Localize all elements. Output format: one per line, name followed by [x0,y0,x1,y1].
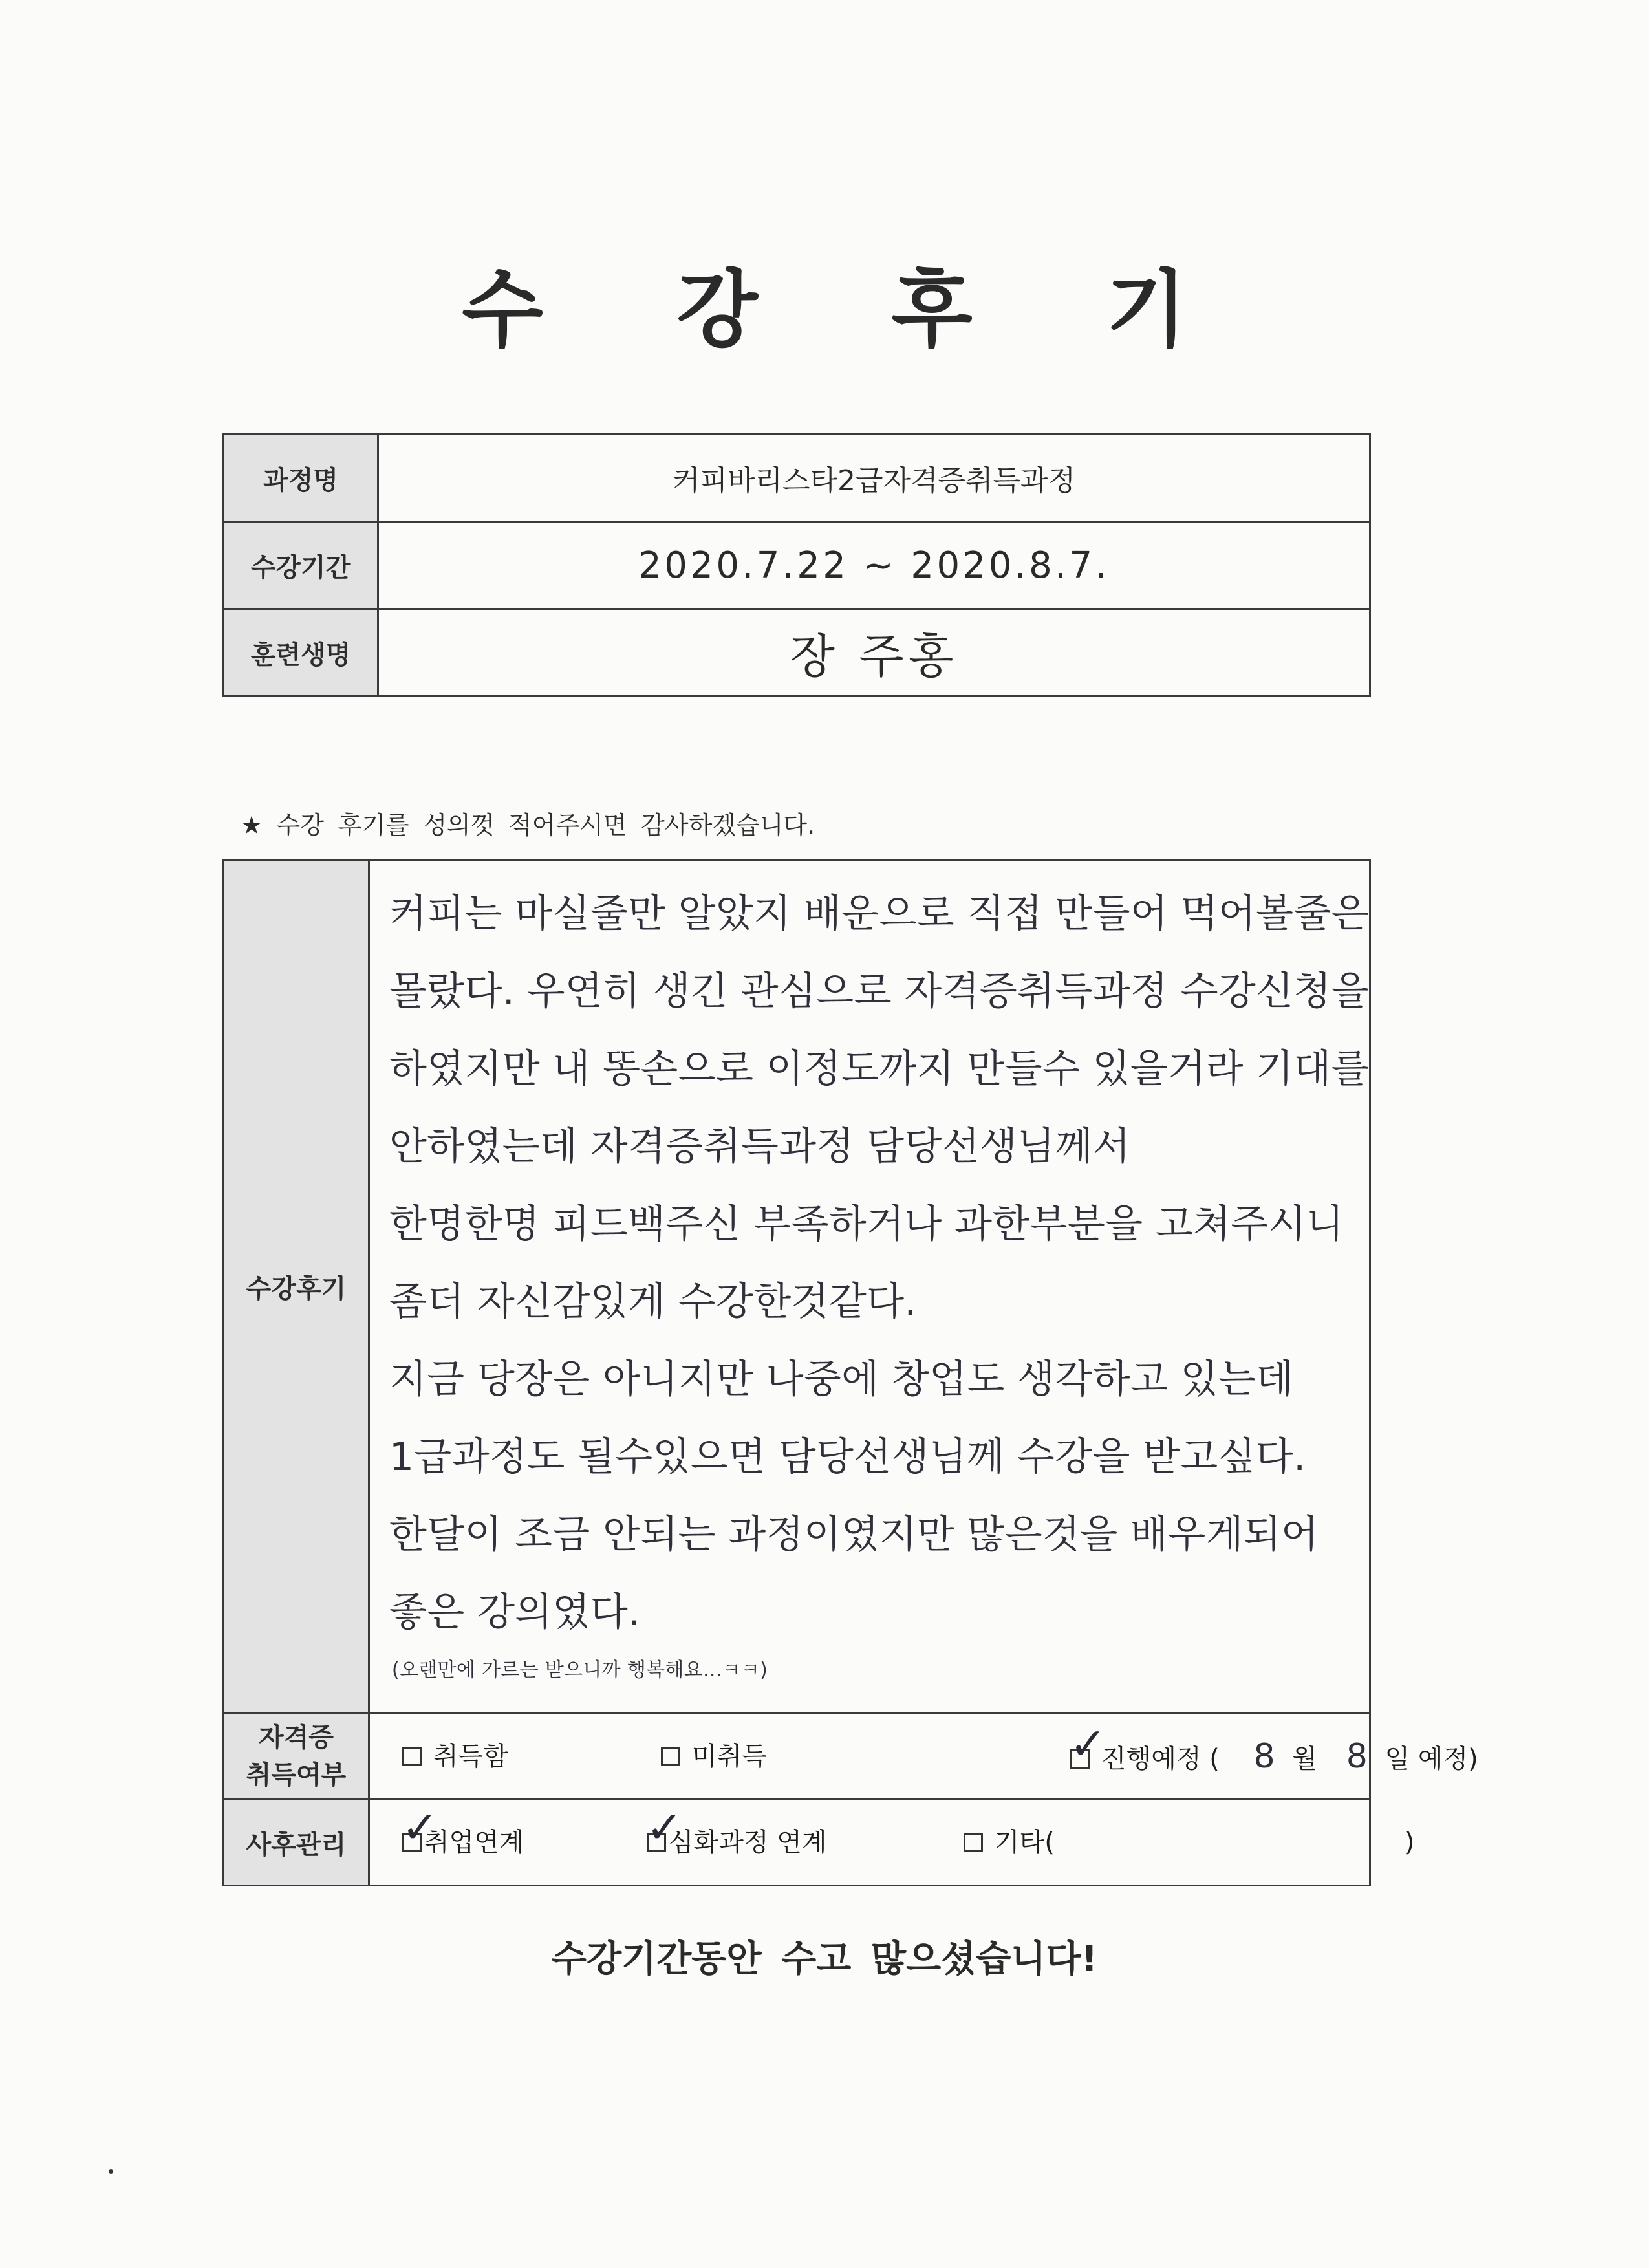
course-name-value: 커피바리스타2급자격증취득과정 [378,435,1370,522]
page-title: 수 강 후 기 [462,261,1240,359]
period-value: 2020.7.22 ~ 2020.8.7. [378,522,1370,609]
review-line: 몰랐다. 우연히 생긴 관심으로 자격증취득과정 수강신청을 [389,969,1369,1014]
review-line: 한명한명 피드백주신 부족하거나 과한부분을 고쳐주시니 [389,1202,1344,1247]
follow-up-options [369,1800,1415,1886]
follow-up-option-employment-label: 취업연계 [424,1828,524,1857]
cert-status-label-line2: 취득여부 [246,1760,347,1790]
cert-option-acquired-label: 취득함 [433,1742,508,1771]
cert-option-planned[interactable] [1070,1714,1478,1801]
review-label: 수강후기 [224,860,369,1714]
follow-up-option-other[interactable] [964,1800,1055,1885]
check-mark-icon: ✓ [1069,1719,1106,1770]
scan-speck [109,2169,113,2174]
check-mark-icon: ✓ [401,1802,438,1853]
follow-up-option-other-label: 기타( [994,1828,1055,1857]
cert-status-label-line1: 자격증 [259,1723,334,1753]
review-line: 안하였는데 자격증취득과정 담당선생님께서 [389,1124,1131,1169]
month-unit: 월 [1292,1744,1317,1774]
follow-up-option-advanced-label: 심화과정 연계 [668,1828,827,1857]
cert-option-acquired[interactable] [402,1714,508,1798]
follow-up-option-employment[interactable] [402,1800,524,1885]
check-mark-icon: ✓ [645,1802,683,1853]
review-line: 지금 당장은 아니지만 나중에 창업도 생각하고 있는데 [389,1357,1294,1402]
follow-up-other-close: ) [1404,1828,1415,1857]
review-table [222,859,1478,1886]
cert-option-not-acquired[interactable] [661,1714,767,1798]
closing-message: 수강기간동안 수고 많으셨습니다! [551,1938,1098,1980]
review-line: 커피는 마실줄만 알았지 배운으로 직접 만들어 먹어볼줄은 [389,891,1369,936]
review-line: 1급과정도 될수있으면 담당선생님께 수강을 받고싶다. [389,1434,1306,1480]
checkbox-other[interactable] [964,1833,983,1852]
cert-status-options [369,1714,1478,1800]
planned-day-value: 8 [1346,1737,1368,1776]
checkbox-planned[interactable] [1069,1719,1106,1770]
trainee-name-label: 훈련생명 [224,609,378,697]
planned-month-value: 8 [1253,1737,1275,1776]
notice-text: ★ 수강 후기를 성의껏 적어주시면 감사하겠습니다. [241,811,815,839]
checkbox-advanced[interactable] [645,1802,683,1853]
review-line: 좀더 자신감있게 수강한것같다. [389,1279,917,1324]
review-note: (오랜만에 가르는 받으니까 행복해요...ㅋㅋ) [391,1659,768,1681]
review-line: 좋은 강의였다. [389,1590,641,1635]
follow-up-option-advanced[interactable] [647,1800,827,1885]
day-suffix: 일 예정) [1385,1744,1478,1774]
trainee-name-value: 장 주홍 [378,609,1370,697]
info-table [222,433,1371,697]
course-name-label: 과정명 [224,435,378,522]
cert-status-label [224,1714,369,1800]
cert-option-not-acquired-label: 미취득 [691,1742,767,1771]
period-label: 수강기간 [224,522,378,609]
review-content [369,860,1370,1714]
follow-up-label: 사후관리 [224,1800,369,1886]
review-line: 한달이 조금 안되는 과정이였지만 많은것을 배우게되어 [389,1512,1319,1557]
cert-option-planned-label: 진행예정 ( [1101,1744,1220,1774]
checkbox-acquired[interactable] [402,1747,422,1766]
checkbox-not-acquired[interactable] [661,1747,680,1766]
review-line: 하였지만 내 똥손으로 이정도까지 만들수 있을거라 기대를 [389,1046,1369,1092]
checkbox-employment[interactable] [401,1802,438,1853]
